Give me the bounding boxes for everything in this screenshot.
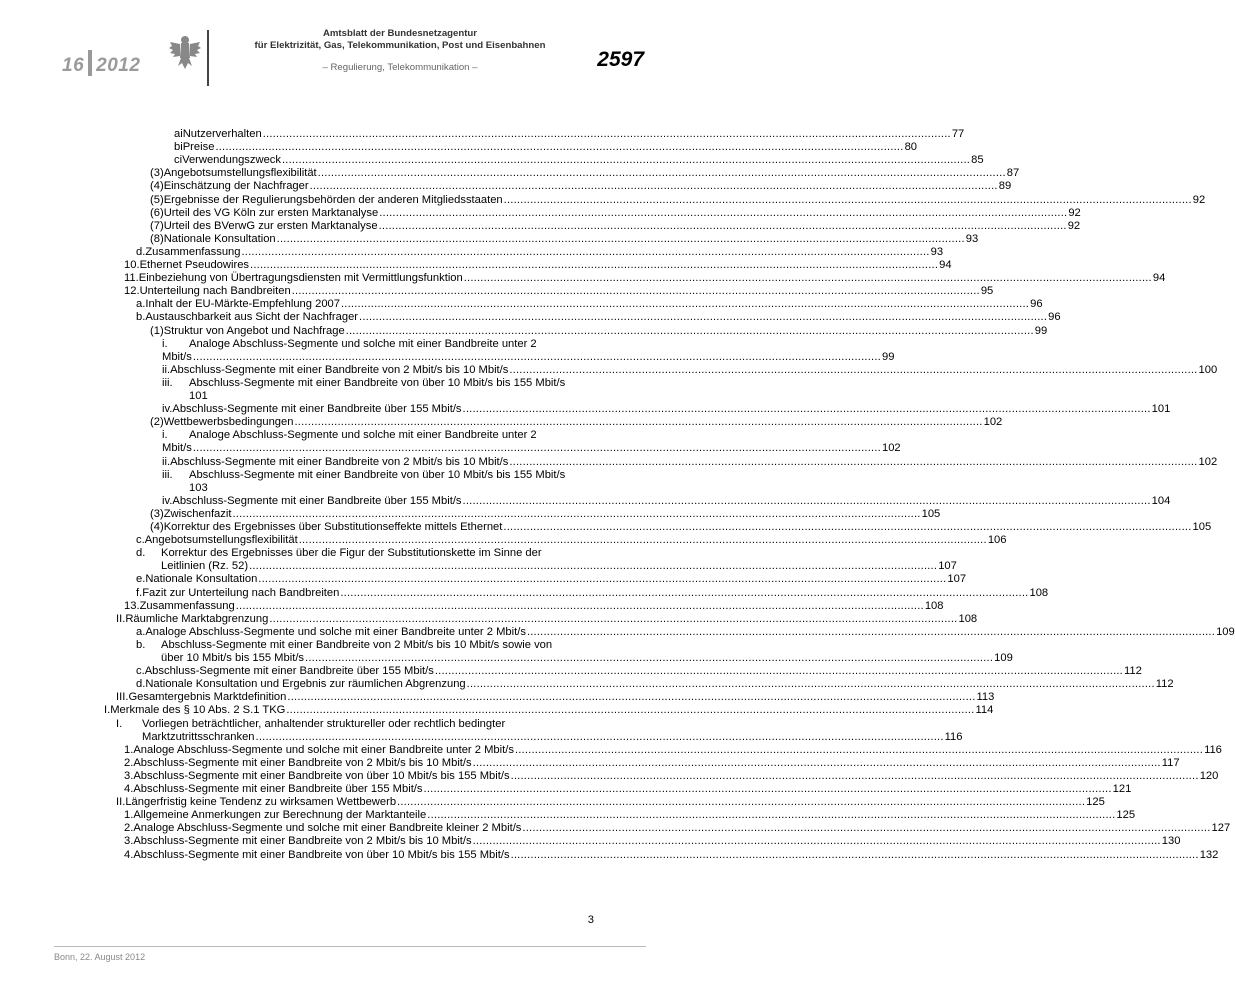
toc-entry-title: Struktur von Angebot und Nachfrage <box>163 324 345 337</box>
toc-entry-page: 105 <box>921 507 941 520</box>
toc-entry-page: 113 <box>976 691 995 704</box>
toc-entry-number: bi <box>174 141 183 154</box>
toc-entry-page: 92 <box>1067 219 1081 232</box>
issue-label <box>62 50 140 77</box>
toc-leader-dots <box>292 285 980 298</box>
toc-entry-number: (4) <box>150 180 164 193</box>
toc-entry[interactable] <box>162 338 594 351</box>
toc-entry-page: 132 <box>1199 848 1219 861</box>
toc-entry[interactable] <box>124 259 952 272</box>
toc-entry[interactable] <box>174 128 965 141</box>
toc-leader-dots <box>463 495 1151 508</box>
toc-entry-title-continued: Mbit/s <box>162 350 192 363</box>
toc-entry-page: 89 <box>998 180 1012 193</box>
toc-leader-dots <box>269 613 957 626</box>
toc-entry[interactable] <box>150 219 1081 233</box>
toc-entry-number: 1. <box>124 809 134 822</box>
toc-leader-dots <box>305 652 993 665</box>
toc-entry[interactable] <box>136 665 1142 678</box>
toc-entry-title: Urteil des VG Köln zur ersten Marktanalyse <box>163 206 379 219</box>
toc-leader-dots <box>263 128 951 141</box>
toc-leader-dots <box>504 194 1192 207</box>
toc-entry-title-continued: 103 <box>189 481 208 494</box>
toc-entry-page: 120 <box>1199 769 1219 782</box>
toc-entry-title: Angebotsumstellungsflexibilität <box>144 534 298 547</box>
toc-entry-title: Einschätzung der Nachfrager <box>163 180 309 193</box>
toc-entry-number: I. <box>104 704 111 717</box>
toc-entry-page: 99 <box>1034 324 1048 337</box>
toc-entry-title: Abschluss-Segmente mit einer Bandbreite von 2 Mbit/s bis 10 Mbit/s <box>170 455 509 468</box>
toc-entry-page: 80 <box>904 141 918 154</box>
document-page-number: 3 <box>587 914 594 926</box>
toc-entry-number: c. <box>136 534 145 547</box>
toc-entry[interactable] <box>150 507 941 521</box>
toc-entry-title: Merkmale des § 10 Abs. 2 S.1 TKG <box>110 704 286 717</box>
toc-leader-dots <box>215 141 903 154</box>
toc-entry[interactable] <box>136 547 594 560</box>
toc-entry-number: 2. <box>124 822 134 835</box>
toc-entry-title: Räumliche Marktabgrenzung <box>125 612 269 625</box>
toc-leader-dots <box>463 403 1151 416</box>
toc-entry[interactable] <box>116 691 995 704</box>
toc-leader-dots <box>397 796 1085 809</box>
toc-leader-dots <box>464 272 1152 285</box>
toc-entry-title: Korrektur des Ergebnisses über die Figur der Substitutionskette im Sinne der <box>161 547 542 560</box>
toc-entry-page: 104 <box>1151 494 1171 507</box>
toc-entry-title: Analoge Abschluss-Segmente und solche mit einer Bandbreite unter 2 <box>189 429 537 442</box>
toc-leader-dots <box>473 757 1161 770</box>
toc-leader-dots <box>427 809 1115 822</box>
toc-entry-continuation[interactable] <box>161 652 1013 665</box>
toc-entry-title: Abschluss-Segmente mit einer Bandbreite von 2 Mbit/s bis 10 Mbit/s <box>133 835 472 848</box>
toc-entry[interactable] <box>116 612 978 626</box>
toc-entry-page: 112 <box>1124 665 1142 678</box>
toc-entry[interactable] <box>104 704 994 717</box>
toc-entry[interactable] <box>174 154 984 167</box>
toc-entry-page: 77 <box>951 128 965 140</box>
issue-year: 2012 <box>96 55 141 76</box>
toc-entry[interactable] <box>150 232 979 246</box>
toc-entry-title: Korrektur des Ergebnisses über Substitutionseffekte mittels Ethernet <box>163 521 503 533</box>
toc-entry-page: 101 <box>1151 403 1171 416</box>
toc-entry[interactable] <box>124 285 994 298</box>
toc-entry-number: ii. <box>162 363 171 376</box>
toc-entry[interactable] <box>136 534 1007 547</box>
toc-entry-number: II. <box>116 796 126 809</box>
gazette-title <box>210 28 590 52</box>
toc-entry-title: Abschluss-Segmente mit einer Bandbreite von über 10 Mbit/s bis 155 Mbit/s <box>189 376 566 389</box>
toc-entry-page: 108 <box>924 599 944 612</box>
toc-entry[interactable] <box>162 469 594 482</box>
toc-entry-title-continued: Mbit/s <box>162 442 192 455</box>
toc-entry-title: Urteil des BVerwG zur ersten Marktanalyse <box>163 219 378 232</box>
toc-entry[interactable] <box>136 298 1043 311</box>
toc-entry[interactable] <box>150 206 1081 220</box>
toc-leader-dots <box>236 600 924 613</box>
toc-entry-page: 102 <box>881 442 901 455</box>
toc-leader-dots <box>250 259 938 272</box>
toc-entry-page: 108 <box>958 612 978 625</box>
toc-leader-dots <box>527 626 1215 639</box>
toc-entry-page: 87 <box>1006 167 1020 180</box>
toc-entry[interactable] <box>124 783 1132 796</box>
federal-eagle-icon <box>168 32 202 72</box>
toc-entry-title: Abschluss-Segmente mit einer Bandbreite von über 10 Mbit/s bis 155 Mbit/s <box>133 769 510 782</box>
toc-entry-number: b. <box>136 638 146 651</box>
toc-entry[interactable] <box>116 718 594 731</box>
toc-entry-page: 114 <box>975 704 994 717</box>
toc-entry-title-continued: Marktzutrittsschranken <box>142 730 255 743</box>
toc-entry[interactable] <box>124 848 1219 862</box>
toc-entry-page: 109 <box>994 652 1013 664</box>
toc-entry-page: 108 <box>1029 586 1049 599</box>
toc-entry-page: 102 <box>983 416 1003 429</box>
toc-entry-title: Abschluss-Segmente mit einer Bandbreite über 155 Mbit/s <box>133 783 423 795</box>
toc-leader-dots <box>379 220 1067 233</box>
toc-entry-title: Angebotsumstellungsflexibilität <box>163 167 317 180</box>
toc-entry-number: (4) <box>150 521 164 533</box>
toc-entry-number: (2) <box>150 416 164 429</box>
gazette-subtitle: – Regulierung, Telekommunikation – <box>322 62 478 73</box>
toc-entry-page: 112 <box>1155 678 1174 691</box>
toc-entry-title: Nutzerverhalten <box>182 128 262 140</box>
toc-entry-page: 94 <box>939 259 952 271</box>
toc-entry[interactable] <box>124 822 1231 835</box>
toc-entry-title: Abschluss-Segmente mit einer Bandbreite von 2 Mbit/s bis 10 Mbit/s <box>133 756 472 769</box>
toc-entry-title: Zusammenfassung <box>145 245 241 258</box>
toc-leader-dots <box>509 364 1197 377</box>
toc-entry-title: Abschluss-Segmente mit einer Bandbreite von über 10 Mbit/s bis 155 Mbit/s <box>133 848 510 861</box>
toc-entry-number: a. <box>136 298 146 311</box>
toc-entry-number: i. <box>162 429 168 442</box>
toc-entry-page: 85 <box>971 154 984 167</box>
toc-entry[interactable] <box>150 180 1012 193</box>
toc-entry-number: (3) <box>150 507 164 520</box>
toc-entry-title: Austauschbarkeit aus Sicht der Nachfrager <box>145 311 359 324</box>
toc-entry-title: Ergebnisse der Regulierungsbehörden der anderen Mitgliedsstaaten <box>163 193 503 206</box>
toc-entry-page: 95 <box>980 285 994 298</box>
toc-entry-title: Abschluss-Segmente mit einer Bandbreite von 2 Mbit/s bis 10 Mbit/s <box>170 363 509 376</box>
toc-entry-number: iii. <box>162 468 173 481</box>
toc-leader-dots <box>379 207 1067 220</box>
issue-number: 16 <box>62 55 85 76</box>
toc-leader-dots <box>340 587 1028 600</box>
toc-leader-dots <box>318 167 1006 180</box>
toc-entry-number: ii. <box>162 455 171 468</box>
toc-leader-dots <box>346 325 1034 338</box>
toc-entry[interactable] <box>136 586 1049 600</box>
toc-entry-page: 96 <box>1048 311 1061 324</box>
toc-entry-title-continued: Leitlinien (Rz. 52) <box>161 560 249 573</box>
toc-leader-dots <box>424 783 1112 796</box>
toc-entry-page: 130 <box>1161 835 1181 848</box>
toc-entry-continuation[interactable] <box>162 350 895 364</box>
toc-entry[interactable] <box>136 245 944 259</box>
toc-entry-number: 2. <box>124 756 134 769</box>
toc-entry-number: (8) <box>150 232 164 245</box>
toc-entry-number: iii. <box>162 376 173 389</box>
toc-entry-title: Allgemeine Anmerkungen zur Berechnung der Marktanteile <box>133 809 427 822</box>
toc-entry[interactable] <box>136 311 1061 324</box>
toc-entry-continuation[interactable] <box>161 560 957 573</box>
toc-entry[interactable] <box>150 521 1212 534</box>
toc-entry-page: 105 <box>1192 521 1212 533</box>
toc-entry[interactable] <box>162 403 1171 416</box>
toc-entry-page: 107 <box>947 573 967 586</box>
toc-entry-number: (5) <box>150 193 164 206</box>
toc-entry-number: d. <box>136 547 146 560</box>
toc-entry-number: I. <box>116 717 123 730</box>
toc-entry[interactable] <box>124 756 1180 770</box>
toc-entry-title: Einbeziehung von Übertragungsdiensten mit Vermittlungsfunktion <box>138 272 463 285</box>
toc-entry[interactable] <box>124 743 1222 757</box>
toc-leader-dots <box>359 311 1047 324</box>
toc-entry-title: Zwischenfazit <box>163 507 232 520</box>
toc-entry[interactable] <box>136 625 1235 639</box>
toc-entry[interactable] <box>162 429 594 442</box>
toc-leader-dots <box>256 731 944 744</box>
toc-entry-number: (7) <box>150 219 164 232</box>
toc-entry-number: 4. <box>124 848 134 861</box>
toc-entry-number: 3. <box>124 769 134 782</box>
toc-entry-number: a. <box>136 625 146 638</box>
toc-entry-number: ci <box>174 154 183 167</box>
toc-entry-title: Wettbewerbsbedingungen <box>163 416 294 429</box>
toc-leader-dots <box>511 849 1199 862</box>
toc-entry[interactable] <box>150 167 1020 180</box>
toc-entry-number: c. <box>136 665 145 678</box>
toc-leader-dots <box>310 180 998 193</box>
toc-entry-page: 96 <box>1030 298 1043 311</box>
toc-leader-dots <box>282 154 970 167</box>
toc-entry-title: Abschluss-Segmente mit einer Bandbreite über 155 Mbit/s <box>172 403 462 416</box>
toc-entry-page: 100 <box>1198 363 1218 376</box>
toc-entry-title: Analoge Abschluss-Segmente und solche mit einer Bandbreite unter 2 Mbit/s <box>133 743 514 756</box>
toc-entry-title: Zusammenfassung <box>139 599 235 612</box>
toc-entry-number: 10. <box>124 259 140 271</box>
toc-entry[interactable] <box>136 573 967 586</box>
toc-entry[interactable] <box>162 363 1218 377</box>
toc-entry-number: II. <box>116 612 126 625</box>
toc-entry[interactable] <box>116 796 1105 809</box>
toc-entry[interactable] <box>124 272 1166 285</box>
toc-leader-dots <box>515 744 1203 757</box>
toc-entry-title: Abschluss-Segmente mit einer Bandbreite über 155 Mbit/s <box>172 494 462 507</box>
toc-entry-number: b. <box>136 311 146 324</box>
toc-leader-dots <box>467 678 1155 691</box>
toc-entry-title: Inhalt der EU-Märkte-Empfehlung 2007 <box>145 298 340 311</box>
toc-entry-number: 4. <box>124 783 134 795</box>
footer-date: Bonn, 22. August 2012 <box>54 952 146 962</box>
toc-entry-number: 12. <box>124 285 140 298</box>
toc-entry-number: i. <box>162 337 168 350</box>
toc-entry-number: 11. <box>124 272 139 285</box>
toc-entry-number: 3. <box>124 835 134 848</box>
toc-leader-dots <box>503 521 1191 534</box>
toc-entry[interactable] <box>150 416 1003 429</box>
toc-entry-title: Analoge Abschluss-Segmente und solche mit einer Bandbreite unter 2 <box>189 337 537 350</box>
toc-entry[interactable] <box>162 494 1171 508</box>
toc-entry[interactable] <box>174 141 918 154</box>
toc-entry-title: Verwendungszweck <box>182 154 281 167</box>
toc-entry-title: Unterteilung nach Bandbreiten <box>139 285 291 298</box>
toc-entry-number: (6) <box>150 206 164 219</box>
toc-entry-title: Abschluss-Segmente mit einer Bandbreite über 155 Mbit/s <box>144 665 434 678</box>
footer-divider <box>54 946 646 947</box>
toc-leader-dots <box>435 665 1123 678</box>
toc-entry-number: e. <box>136 573 146 586</box>
toc-entry-page: 117 <box>1161 756 1180 769</box>
toc-leader-dots <box>294 416 982 429</box>
toc-entry[interactable] <box>124 809 1136 822</box>
toc-leader-dots <box>241 246 929 259</box>
toc-entry-title: Vorliegen beträchtlicher, anhaltender struktureller oder rechtlich bedingter <box>142 717 506 730</box>
toc-entry[interactable] <box>162 377 594 390</box>
toc-entry-page: 92 <box>1068 206 1081 219</box>
header-divider <box>207 30 209 86</box>
toc-entry-page: 125 <box>1116 809 1136 822</box>
toc-entry-continuation[interactable] <box>142 730 963 744</box>
toc-entry-page: 107 <box>938 560 957 573</box>
toc-entry-number: d. <box>136 678 146 691</box>
gazette-title-line1: Amtsblatt der Bundesnetzagentur <box>322 28 478 39</box>
toc-entry[interactable] <box>150 324 1048 338</box>
toc-entry-page: 92 <box>1192 193 1206 206</box>
issue-divider <box>88 50 92 76</box>
toc-entry-number: 1. <box>124 743 134 756</box>
toc-leader-dots <box>509 456 1197 469</box>
toc-entry-title: Preise <box>182 141 215 154</box>
toc-leader-dots <box>277 233 965 246</box>
toc-entry-number: (1) <box>150 324 164 337</box>
toc-entry[interactable] <box>124 769 1219 783</box>
toc-entry-page: 93 <box>965 232 979 245</box>
toc-entry-page: 102 <box>1198 455 1218 468</box>
toc-entry-title: Fazit zur Unterteilung nach Bandbreiten <box>142 586 340 599</box>
toc-entry-page: 116 <box>1204 743 1222 756</box>
toc-leader-dots <box>258 573 946 586</box>
toc-entry-title-continued: 101 <box>189 390 208 402</box>
toc-leader-dots <box>286 704 974 717</box>
toc-entry-number: III. <box>116 691 129 704</box>
toc-leader-dots <box>341 298 1029 311</box>
toc-entry-page: 99 <box>881 350 895 363</box>
toc-entry-title: Ethernet Pseudowires <box>139 259 250 271</box>
toc-entry-number: f. <box>136 586 143 599</box>
toc-entry-title: Längerfristig keine Tendenz zu wirksamen Wettbewerb <box>125 796 397 809</box>
toc-leader-dots <box>522 822 1210 835</box>
toc-entry-page: 125 <box>1086 796 1105 809</box>
toc-entry[interactable] <box>136 678 1174 691</box>
toc-entry[interactable] <box>124 835 1181 848</box>
toc-entry-title: Abschluss-Segmente mit einer Bandbreite von über 10 Mbit/s bis 155 Mbit/s <box>189 468 566 481</box>
toc-entry[interactable] <box>124 599 944 613</box>
toc-entry-continuation[interactable] <box>162 442 901 455</box>
toc-entry-title: Analoge Abschluss-Segmente und solche mit einer Bandbreite kleiner 2 Mbit/s <box>133 822 522 835</box>
toc-entry-title: Nationale Konsultation <box>145 573 258 586</box>
toc-entry-continuation[interactable] <box>189 390 208 403</box>
page-header <box>0 0 700 100</box>
toc-entry-number: ai <box>174 128 183 140</box>
gazette-title-line2: für Elektrizität, Gas, Telekommunikation, Post und Eisenbahnen <box>254 40 546 51</box>
toc-entry-number: d. <box>136 245 146 258</box>
toc-leader-dots <box>511 770 1199 783</box>
toc-entry[interactable] <box>150 193 1206 207</box>
toc-entry-page: 94 <box>1152 272 1166 285</box>
toc-entry-title: Gesamtergebnis Marktdefinition <box>128 691 287 704</box>
toc-leader-dots <box>232 508 920 521</box>
toc-entry-continuation[interactable] <box>189 482 208 495</box>
toc-entry-number: iv. <box>162 403 173 416</box>
toc-leader-dots <box>473 835 1161 848</box>
toc-entry-page: 106 <box>987 534 1007 547</box>
toc-leader-dots <box>193 351 881 364</box>
toc-entry-title-continued: über 10 Mbit/s bis 155 Mbit/s <box>161 652 305 664</box>
toc-leader-dots <box>249 560 937 573</box>
toc-entry-number: (3) <box>150 167 164 180</box>
toc-entry-title: Nationale Konsultation und Ergebnis zur räumlichen Abgrenzung <box>145 678 466 691</box>
toc-entry-number: 13. <box>124 599 140 612</box>
toc-entry-page: 121 <box>1112 783 1132 795</box>
toc-entry-title: Nationale Konsultation <box>163 232 276 245</box>
toc-entry-page: 93 <box>930 245 944 258</box>
toc-leader-dots <box>193 442 881 455</box>
toc-entry[interactable] <box>162 455 1218 469</box>
toc-entry-title: Abschluss-Segmente mit einer Bandbreite von 2 Mbit/s bis 10 Mbit/s sowie von <box>161 638 553 651</box>
gazette-page-number: 2597 <box>597 48 644 71</box>
toc-leader-dots <box>299 534 987 547</box>
toc-leader-dots <box>287 691 975 704</box>
toc-entry-page: 127 <box>1211 822 1231 835</box>
toc-entry-page: 109 <box>1216 625 1235 638</box>
toc-entry-number: iv. <box>162 494 173 507</box>
toc-entry-page: 116 <box>944 730 963 743</box>
toc-entry[interactable] <box>136 639 594 652</box>
toc-entry-title: Analoge Abschluss-Segmente und solche mit einer Bandbreite unter 2 Mbit/s <box>145 625 526 638</box>
